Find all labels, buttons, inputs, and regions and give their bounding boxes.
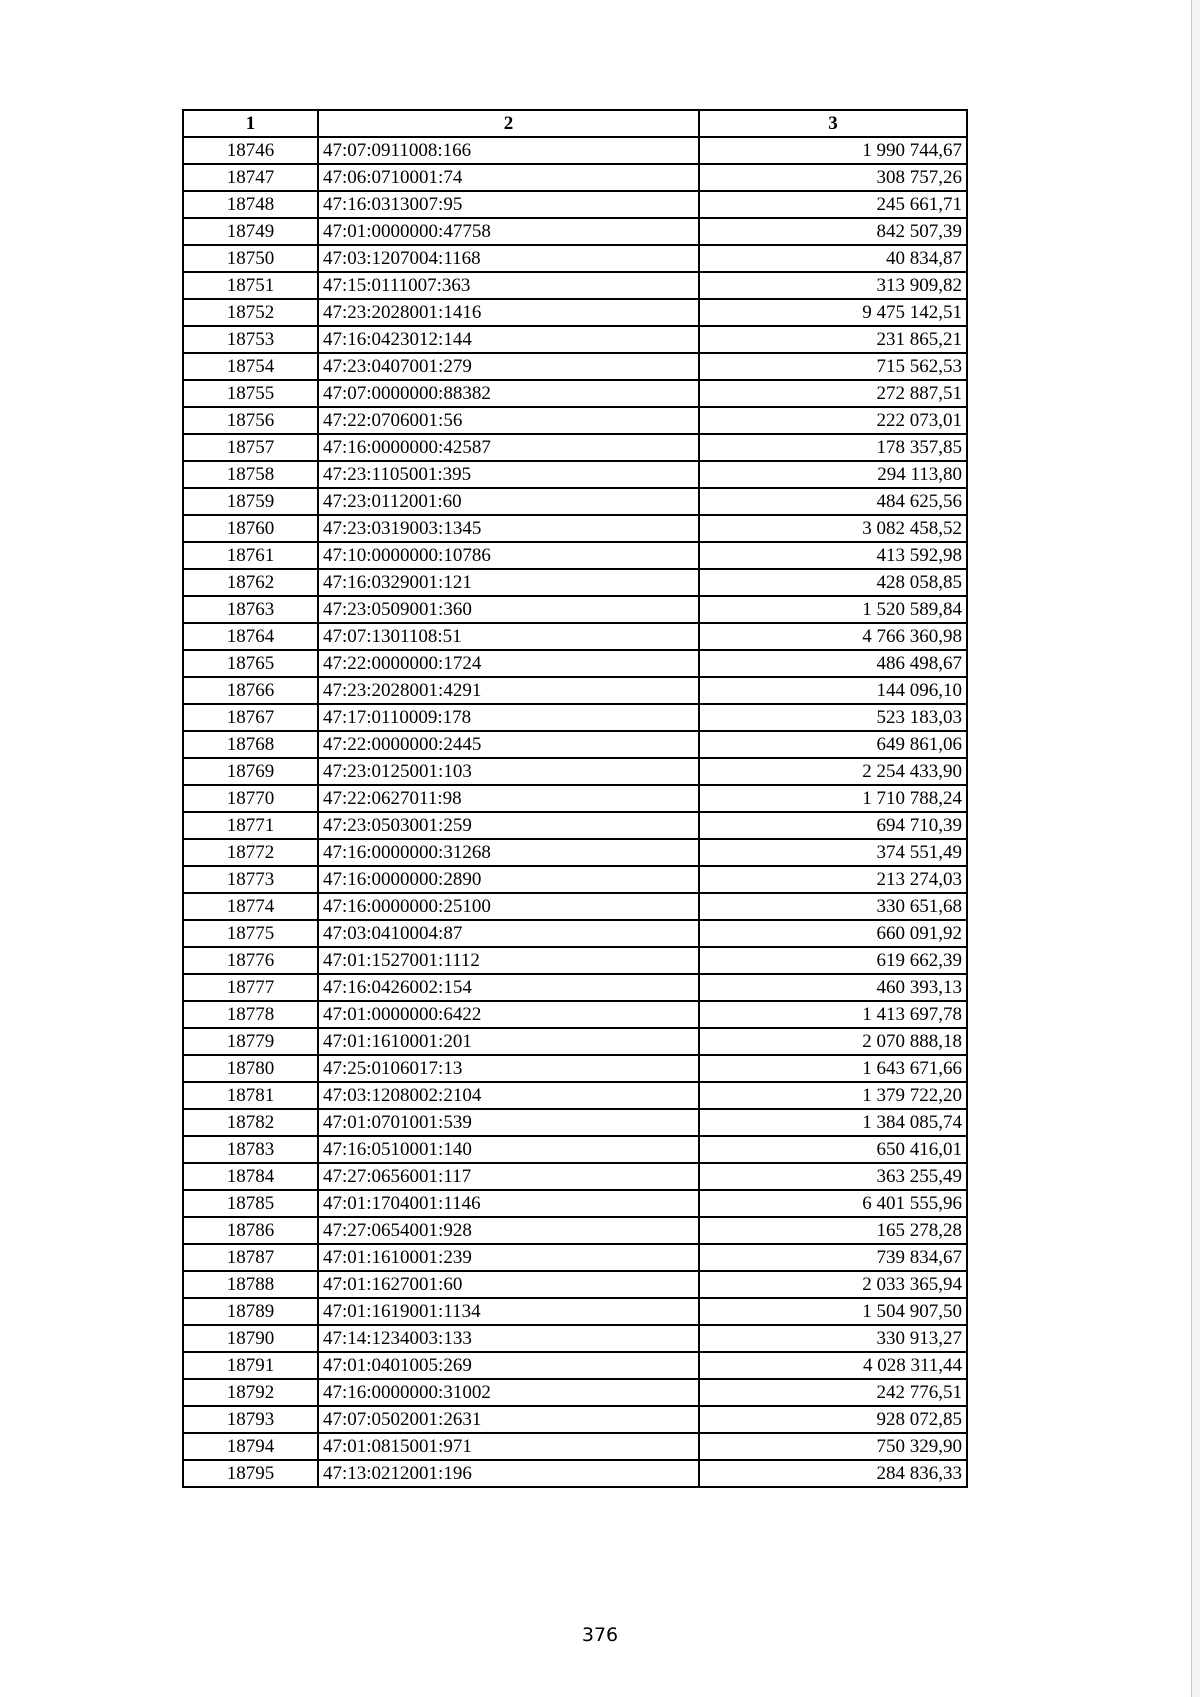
cadastral-number-cell: 47:27:0654001:928	[318, 1217, 699, 1244]
value-cell: 9 475 142,51	[699, 299, 967, 326]
table-row	[183, 191, 967, 218]
value-cell: 272 887,51	[699, 380, 967, 407]
value-cell: 2 070 888,18	[699, 1028, 967, 1055]
value-cell: 619 662,39	[699, 947, 967, 974]
row-number-cell: 18773	[183, 866, 318, 893]
row-number-cell: 18757	[183, 434, 318, 461]
row-number-cell: 18780	[183, 1055, 318, 1082]
value-cell: 660 091,92	[699, 920, 967, 947]
value-cell: 178 357,85	[699, 434, 967, 461]
cadastral-number-cell: 47:22:0706001:56	[318, 407, 699, 434]
cadastral-number-cell: 47:07:0911008:166	[318, 137, 699, 164]
row-number-cell: 18755	[183, 380, 318, 407]
column-header-2: 2	[318, 110, 699, 137]
table-row	[183, 893, 967, 920]
data-table	[182, 109, 968, 1488]
table-row	[183, 785, 967, 812]
row-number-cell: 18769	[183, 758, 318, 785]
value-cell: 484 625,56	[699, 488, 967, 515]
row-number-cell: 18781	[183, 1082, 318, 1109]
cadastral-number-cell: 47:16:0000000:31268	[318, 839, 699, 866]
value-cell: 1 520 589,84	[699, 596, 967, 623]
value-cell: 739 834,67	[699, 1244, 967, 1271]
table-row	[183, 1217, 967, 1244]
value-cell: 4 028 311,44	[699, 1352, 967, 1379]
cadastral-number-cell: 47:23:0125001:103	[318, 758, 699, 785]
value-cell: 2 254 433,90	[699, 758, 967, 785]
row-number-cell: 18747	[183, 164, 318, 191]
cadastral-number-cell: 47:13:0212001:196	[318, 1460, 699, 1487]
table-row	[183, 164, 967, 191]
row-number-cell: 18764	[183, 623, 318, 650]
row-number-cell: 18772	[183, 839, 318, 866]
row-number-cell: 18786	[183, 1217, 318, 1244]
cadastral-number-cell: 47:01:1704001:1146	[318, 1190, 699, 1217]
row-number-cell: 18787	[183, 1244, 318, 1271]
row-number-cell: 18752	[183, 299, 318, 326]
cadastral-number-cell: 47:16:0510001:140	[318, 1136, 699, 1163]
page-number: 376	[581, 1624, 619, 1646]
cadastral-number-cell: 47:16:0000000:25100	[318, 893, 699, 920]
value-cell: 3 082 458,52	[699, 515, 967, 542]
cadastral-number-cell: 47:01:1527001:1112	[318, 947, 699, 974]
table-row	[183, 353, 967, 380]
table-row	[183, 272, 967, 299]
cadastral-number-cell: 47:22:0000000:1724	[318, 650, 699, 677]
cadastral-number-cell: 47:01:0000000:47758	[318, 218, 699, 245]
value-cell: 715 562,53	[699, 353, 967, 380]
row-number-cell: 18783	[183, 1136, 318, 1163]
cadastral-number-cell: 47:16:0000000:2890	[318, 866, 699, 893]
row-number-cell: 18788	[183, 1271, 318, 1298]
table-row	[183, 1109, 967, 1136]
row-number-cell: 18771	[183, 812, 318, 839]
cadastral-number-cell: 47:27:0656001:117	[318, 1163, 699, 1190]
table-row	[183, 974, 967, 1001]
row-number-cell: 18751	[183, 272, 318, 299]
value-cell: 330 651,68	[699, 893, 967, 920]
value-cell: 4 766 360,98	[699, 623, 967, 650]
table-row	[183, 1136, 967, 1163]
cadastral-number-cell: 47:07:0502001:2631	[318, 1406, 699, 1433]
cadastral-number-cell: 47:22:0000000:2445	[318, 731, 699, 758]
table-row	[183, 623, 967, 650]
row-number-cell: 18792	[183, 1379, 318, 1406]
table-row	[183, 1379, 967, 1406]
cadastral-number-cell: 47:15:0111007:363	[318, 272, 699, 299]
cadastral-number-cell: 47:01:0401005:269	[318, 1352, 699, 1379]
table-row	[183, 218, 967, 245]
cadastral-number-cell: 47:07:1301108:51	[318, 623, 699, 650]
cadastral-number-cell: 47:22:0627011:98	[318, 785, 699, 812]
value-cell: 245 661,71	[699, 191, 967, 218]
row-number-cell: 18777	[183, 974, 318, 1001]
table-row	[183, 1406, 967, 1433]
row-number-cell: 18791	[183, 1352, 318, 1379]
row-number-cell: 18793	[183, 1406, 318, 1433]
table-row	[183, 866, 967, 893]
row-number-cell: 18785	[183, 1190, 318, 1217]
row-number-cell: 18760	[183, 515, 318, 542]
row-number-cell: 18790	[183, 1325, 318, 1352]
row-number-cell: 18774	[183, 893, 318, 920]
cadastral-number-cell: 47:03:1207004:1168	[318, 245, 699, 272]
table-row	[183, 812, 967, 839]
table-row	[183, 758, 967, 785]
row-number-cell: 18754	[183, 353, 318, 380]
table-row	[183, 1433, 967, 1460]
row-number-cell: 18758	[183, 461, 318, 488]
row-number-cell: 18756	[183, 407, 318, 434]
page-edge	[1191, 0, 1200, 1697]
row-number-cell: 18763	[183, 596, 318, 623]
cadastral-number-cell: 47:10:0000000:10786	[318, 542, 699, 569]
value-cell: 1 710 788,24	[699, 785, 967, 812]
table-row	[183, 596, 967, 623]
value-cell: 1 379 722,20	[699, 1082, 967, 1109]
table-row	[183, 1190, 967, 1217]
cadastral-number-cell: 47:01:1619001:1134	[318, 1298, 699, 1325]
table-body	[183, 137, 967, 1487]
cadastral-number-cell: 47:01:0000000:6422	[318, 1001, 699, 1028]
table-row	[183, 704, 967, 731]
row-number-cell: 18776	[183, 947, 318, 974]
value-cell: 330 913,27	[699, 1325, 967, 1352]
row-number-cell: 18768	[183, 731, 318, 758]
row-number-cell: 18795	[183, 1460, 318, 1487]
table-row	[183, 731, 967, 758]
row-number-cell: 18770	[183, 785, 318, 812]
value-cell: 413 592,98	[699, 542, 967, 569]
value-cell: 144 096,10	[699, 677, 967, 704]
cadastral-number-cell: 47:01:1610001:201	[318, 1028, 699, 1055]
value-cell: 1 504 907,50	[699, 1298, 967, 1325]
cadastral-number-cell: 47:16:0423012:144	[318, 326, 699, 353]
cadastral-number-cell: 47:16:0426002:154	[318, 974, 699, 1001]
column-header-1: 1	[183, 110, 318, 137]
value-cell: 1 643 671,66	[699, 1055, 967, 1082]
cadastral-number-cell: 47:01:0701001:539	[318, 1109, 699, 1136]
table-row	[183, 947, 967, 974]
row-number-cell: 18748	[183, 191, 318, 218]
table-row	[183, 434, 967, 461]
table-row	[183, 1352, 967, 1379]
table-row	[183, 488, 967, 515]
value-cell: 1 384 085,74	[699, 1109, 967, 1136]
row-number-cell: 18765	[183, 650, 318, 677]
cadastral-number-cell: 47:01:0815001:971	[318, 1433, 699, 1460]
value-cell: 523 183,03	[699, 704, 967, 731]
value-cell: 222 073,01	[699, 407, 967, 434]
table-row	[183, 245, 967, 272]
cadastral-number-cell: 47:16:0329001:121	[318, 569, 699, 596]
table-row	[183, 920, 967, 947]
cadastral-number-cell: 47:01:1627001:60	[318, 1271, 699, 1298]
value-cell: 842 507,39	[699, 218, 967, 245]
table-row	[183, 1001, 967, 1028]
row-number-cell: 18767	[183, 704, 318, 731]
cadastral-number-cell: 47:03:1208002:2104	[318, 1082, 699, 1109]
table-row	[183, 515, 967, 542]
table-row	[183, 407, 967, 434]
row-number-cell: 18753	[183, 326, 318, 353]
row-number-cell: 18761	[183, 542, 318, 569]
cadastral-number-cell: 47:23:2028001:4291	[318, 677, 699, 704]
cadastral-number-cell: 47:23:0509001:360	[318, 596, 699, 623]
table-row	[183, 326, 967, 353]
cadastral-number-cell: 47:23:0319003:1345	[318, 515, 699, 542]
table-row	[183, 1325, 967, 1352]
row-number-cell: 18759	[183, 488, 318, 515]
value-cell: 694 710,39	[699, 812, 967, 839]
row-number-cell: 18750	[183, 245, 318, 272]
row-number-cell: 18762	[183, 569, 318, 596]
table-row	[183, 1163, 967, 1190]
row-number-cell: 18766	[183, 677, 318, 704]
table-row	[183, 677, 967, 704]
value-cell: 40 834,87	[699, 245, 967, 272]
value-cell: 294 113,80	[699, 461, 967, 488]
value-cell: 928 072,85	[699, 1406, 967, 1433]
table-row	[183, 569, 967, 596]
table-row	[183, 1244, 967, 1271]
table-row	[183, 299, 967, 326]
table-row	[183, 542, 967, 569]
value-cell: 231 865,21	[699, 326, 967, 353]
value-cell: 313 909,82	[699, 272, 967, 299]
row-number-cell: 18778	[183, 1001, 318, 1028]
cadastral-number-cell: 47:16:0000000:42587	[318, 434, 699, 461]
column-header-3: 3	[699, 110, 967, 137]
row-number-cell: 18779	[183, 1028, 318, 1055]
table-row	[183, 137, 967, 164]
row-number-cell: 18749	[183, 218, 318, 245]
cadastral-number-cell: 47:23:2028001:1416	[318, 299, 699, 326]
cadastral-number-cell: 47:14:1234003:133	[318, 1325, 699, 1352]
row-number-cell: 18782	[183, 1109, 318, 1136]
value-cell: 6 401 555,96	[699, 1190, 967, 1217]
value-cell: 213 274,03	[699, 866, 967, 893]
value-cell: 284 836,33	[699, 1460, 967, 1487]
cadastral-number-cell: 47:17:0110009:178	[318, 704, 699, 731]
table-row	[183, 461, 967, 488]
row-number-cell: 18784	[183, 1163, 318, 1190]
value-cell: 242 776,51	[699, 1379, 967, 1406]
row-number-cell: 18789	[183, 1298, 318, 1325]
row-number-cell: 18794	[183, 1433, 318, 1460]
value-cell: 363 255,49	[699, 1163, 967, 1190]
value-cell: 308 757,26	[699, 164, 967, 191]
value-cell: 1 413 697,78	[699, 1001, 967, 1028]
table-row	[183, 1298, 967, 1325]
table-row	[183, 839, 967, 866]
table-row	[183, 1055, 967, 1082]
cadastral-number-cell: 47:16:0313007:95	[318, 191, 699, 218]
cadastral-number-cell: 47:03:0410004:87	[318, 920, 699, 947]
cadastral-number-cell: 47:23:0112001:60	[318, 488, 699, 515]
table-row	[183, 1082, 967, 1109]
table-header-row	[183, 110, 967, 137]
table-row	[183, 1460, 967, 1487]
cadastral-number-cell: 47:07:0000000:88382	[318, 380, 699, 407]
value-cell: 650 416,01	[699, 1136, 967, 1163]
value-cell: 750 329,90	[699, 1433, 967, 1460]
value-cell: 165 278,28	[699, 1217, 967, 1244]
table-row	[183, 1271, 967, 1298]
value-cell: 2 033 365,94	[699, 1271, 967, 1298]
cadastral-number-cell: 47:25:0106017:13	[318, 1055, 699, 1082]
cadastral-number-cell: 47:16:0000000:31002	[318, 1379, 699, 1406]
cadastral-number-cell: 47:23:0503001:259	[318, 812, 699, 839]
table-row	[183, 380, 967, 407]
table-row	[183, 1028, 967, 1055]
value-cell: 486 498,67	[699, 650, 967, 677]
cadastral-number-cell: 47:23:0407001:279	[318, 353, 699, 380]
cadastral-number-cell: 47:06:0710001:74	[318, 164, 699, 191]
value-cell: 460 393,13	[699, 974, 967, 1001]
value-cell: 1 990 744,67	[699, 137, 967, 164]
value-cell: 649 861,06	[699, 731, 967, 758]
cadastral-number-cell: 47:01:1610001:239	[318, 1244, 699, 1271]
cadastral-number-cell: 47:23:1105001:395	[318, 461, 699, 488]
table-row	[183, 650, 967, 677]
value-cell: 374 551,49	[699, 839, 967, 866]
row-number-cell: 18775	[183, 920, 318, 947]
value-cell: 428 058,85	[699, 569, 967, 596]
row-number-cell: 18746	[183, 137, 318, 164]
